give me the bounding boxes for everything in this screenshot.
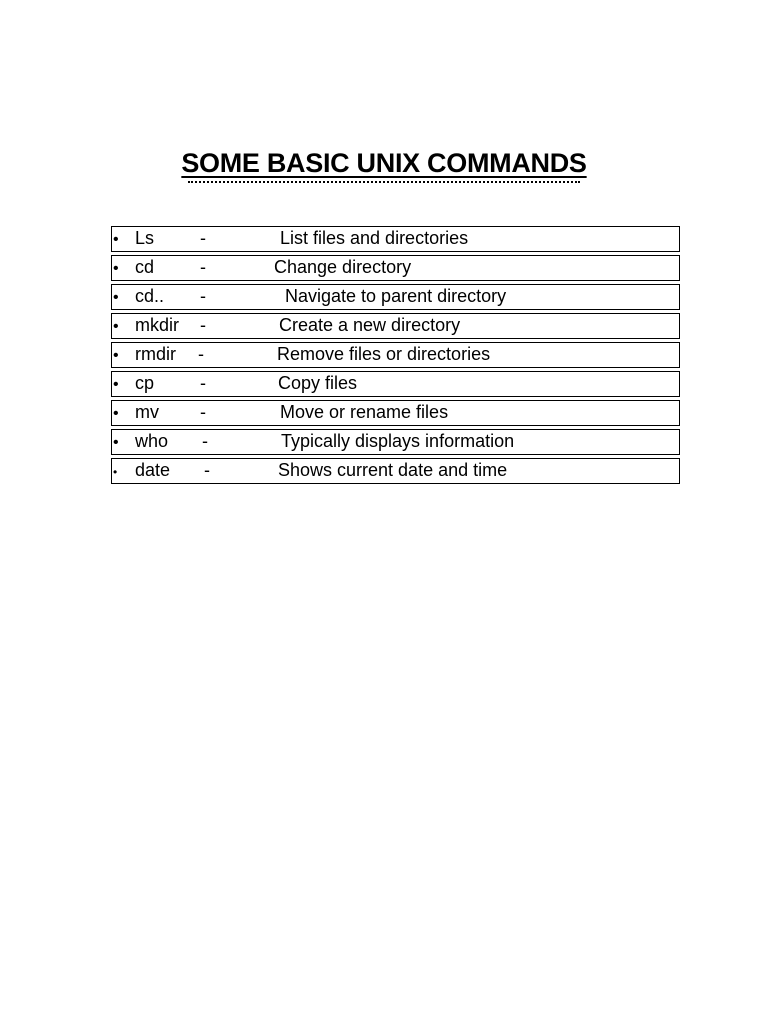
command-description: List files and directories — [280, 228, 469, 248]
command-description: Copy files — [278, 373, 358, 393]
command-row-who — [111, 429, 680, 455]
command-row-cd — [111, 255, 680, 281]
command-row-mkdir — [111, 313, 680, 339]
command-description: Remove files or directories — [277, 344, 491, 364]
command-separator: - — [200, 315, 206, 335]
command-name: Ls — [135, 228, 155, 248]
command-name: cd — [135, 257, 155, 277]
bullet-icon: • — [113, 434, 119, 451]
title-dotted-underline — [188, 181, 580, 183]
command-name: cp — [135, 373, 155, 393]
command-separator: - — [200, 228, 206, 248]
command-description: Change directory — [274, 257, 412, 277]
command-separator: - — [200, 402, 206, 422]
command-description: Navigate to parent directory — [285, 286, 507, 306]
command-name: cd.. — [135, 286, 165, 306]
command-separator: - — [198, 344, 204, 364]
bullet-icon: • — [113, 318, 119, 335]
bullet-icon: • — [113, 260, 119, 277]
command-name: mv — [135, 402, 159, 422]
command-description: Create a new directory — [279, 315, 461, 335]
command-description: Typically displays information — [281, 431, 515, 451]
commands-table — [111, 226, 680, 484]
command-row-date — [111, 458, 680, 484]
bullet-icon: • — [113, 405, 119, 422]
command-name: date — [135, 460, 171, 480]
command-description: Shows current date and time — [278, 460, 508, 480]
command-name: rmdir — [135, 344, 176, 364]
bullet-icon: • — [113, 231, 119, 248]
command-row-cp — [111, 371, 680, 397]
command-name: mkdir — [135, 315, 179, 335]
command-name: who — [135, 431, 169, 451]
command-row-rmdir — [111, 342, 680, 368]
command-row-cd-parent — [111, 284, 680, 310]
bullet-icon: • — [113, 376, 119, 393]
command-description: Move or rename files — [280, 402, 449, 422]
command-separator: - — [200, 373, 206, 393]
bullet-icon: • — [113, 289, 119, 306]
command-separator: - — [200, 286, 206, 306]
bullet-icon: • — [113, 465, 118, 479]
page-title: SOME BASIC UNIX COMMANDS — [181, 148, 587, 178]
command-separator: - — [202, 431, 208, 451]
command-row-ls — [111, 226, 680, 252]
bullet-icon: • — [113, 347, 119, 364]
command-row-mv — [111, 400, 680, 426]
command-separator: - — [204, 460, 210, 480]
command-separator: - — [200, 257, 206, 277]
